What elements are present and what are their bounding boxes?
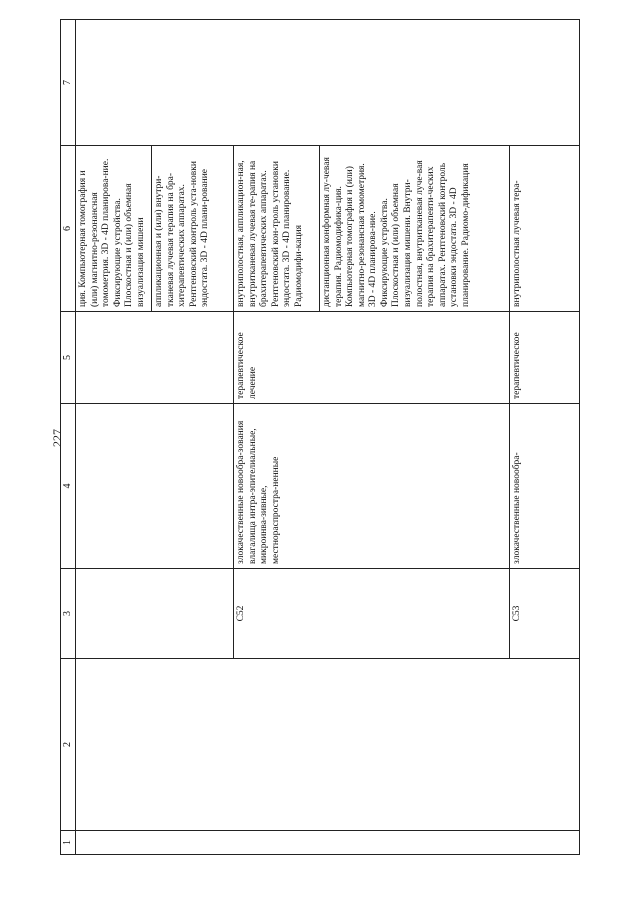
cell-method: дистанционная конформная лу-чевая терапия. Радиомодифика-ция. Компьютерная томография и (или) магнитно-резонансная томометрия. 3D - 4D планирова-ние. Фиксирующие устройства. Плоскостная и (или) объемная визуализация мишени. Внутри-полостная, внутритканевая луче-вая терапия на брахитерапевти-ческих аппаратах. Рентгеновский контроль установки эндостата. 3D - 4D планирование. Радиомо-дификация — [320, 146, 510, 312]
header-col-6: 6 — [61, 146, 76, 312]
header-col-4: 4 — [61, 404, 76, 569]
cell-col-2 — [76, 659, 580, 831]
cell-method: внутриполостная лучевая тера- — [510, 146, 580, 312]
cell-treatment: терапевтическое — [510, 312, 580, 404]
cell-diagnosis: злокачественные новообра- — [510, 404, 580, 569]
cell-code: C53 — [510, 569, 580, 659]
cell-col-1 — [76, 831, 580, 855]
header-col-5: 5 — [61, 312, 76, 404]
table-header-row — [61, 20, 76, 855]
cell-code — [76, 569, 234, 659]
cell-method: ция. Компьютерная томография и (или) магнитно-резонансная томометрия. 3D - 4D планирова-ние. Фиксирующие устройства. Плоскостная и (или) объемная визуализация мишени — [76, 146, 152, 312]
cell-diagnosis: злокачественные новообра-зования влагалища интра-эпителиальные, микроинва-зивные, местнораспростра-ненные — [234, 404, 510, 569]
rotated-page — [60, 20, 580, 855]
cell-diagnosis — [76, 404, 234, 569]
cell-method: внутриполостная, аппликацион-ная, внутритканевая лучевая те-рапия на брахитерапевтических аппаратах. Рентгеновский кон-троль установки эндостата. 3D - 4D планирование. Радиомодифи-кация — [234, 146, 320, 312]
cell-method: аппликационная и (или) внутри-тканевая лучевая терапия на бра-хитерапевтических аппаратах. Рентгеновский контроль уста-новки эндостата. 3D - 4D плани-рование — [152, 146, 234, 312]
treatment-table — [60, 19, 580, 855]
cell-treatment: терапевтическое лечение — [234, 312, 510, 404]
header-col-7: 7 — [61, 20, 76, 146]
header-col-3: 3 — [61, 569, 76, 659]
table-row — [76, 20, 152, 855]
page-number: 227 — [50, 429, 64, 447]
cell-treatment — [76, 312, 234, 404]
header-col-1: 1 — [61, 831, 76, 855]
header-col-2: 2 — [61, 659, 76, 831]
cell-col-7 — [76, 20, 580, 146]
cell-code: C52 — [234, 569, 510, 659]
